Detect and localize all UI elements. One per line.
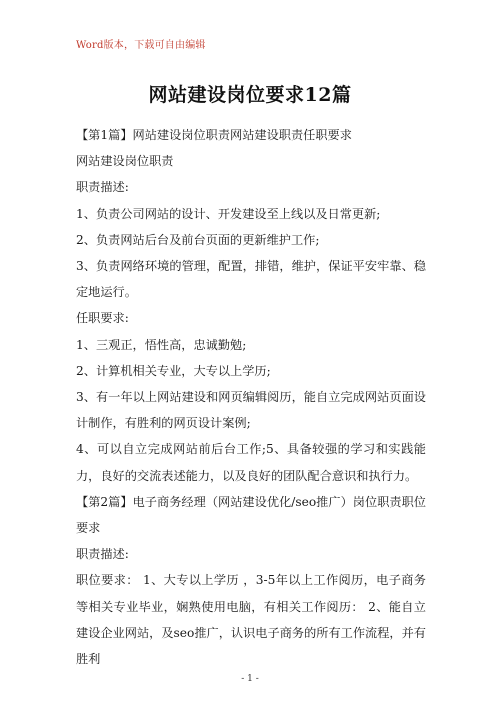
paragraph: 2、负责网站后台及前台页面的更新维护工作; [76, 232, 320, 247]
paragraph: 1、三观正，悟性高，忠诚勤勉; [76, 337, 247, 352]
paragraph: 1、负责公司网站的设计、开发建设至上线以及日常更新; [76, 206, 381, 221]
paragraph: 2、计算机相关专业，大专以上学历; [76, 363, 271, 378]
paragraph: 4、可以自立完成网站前后台工作;5、具备较强的学习和实践能力，良好的交流表述能力，以及良好的团队配合意识和执行力。 [76, 442, 426, 483]
paragraph: 职责描述: [76, 547, 129, 562]
section-heading-1: 【第1篇】网站建设岗位职责网站建设职责任职要求 [76, 128, 352, 142]
page-number: - 1 - [241, 674, 259, 684]
section-heading-2: 【第2篇】电子商务经理（网站建设优化/seo推广）岗位职责职位要求 [76, 494, 426, 536]
paragraph: 3、有一年以上网站建设和网页编辑阅历，能自立完成网站页面设计制作，有胜利的网页设计案例; [76, 390, 426, 431]
document-title: 网站建设岗位要求12篇 [148, 84, 352, 106]
header-note: Word版本，下载可自由编辑 [76, 40, 206, 51]
paragraph: 任职要求: [76, 311, 129, 326]
paragraph: 3、负责网络环境的管理，配置，排错，维护，保证平安牢靠、稳定地运行。 [76, 259, 426, 300]
paragraph: 职责描述: [76, 180, 129, 195]
document-body [76, 122, 426, 672]
paragraph: 职位要求： 1、大专以上学历 ，3-5年以上工作阅历，电子商务等相关专业毕业，娴熟使用电脑，有相关工作阅历： 2、能自立建设企业网站，及seo推广，认识电子商务的所有工作流程，并有胜利 [76, 573, 426, 667]
paragraph: 网站建设岗位职责 [76, 154, 174, 169]
